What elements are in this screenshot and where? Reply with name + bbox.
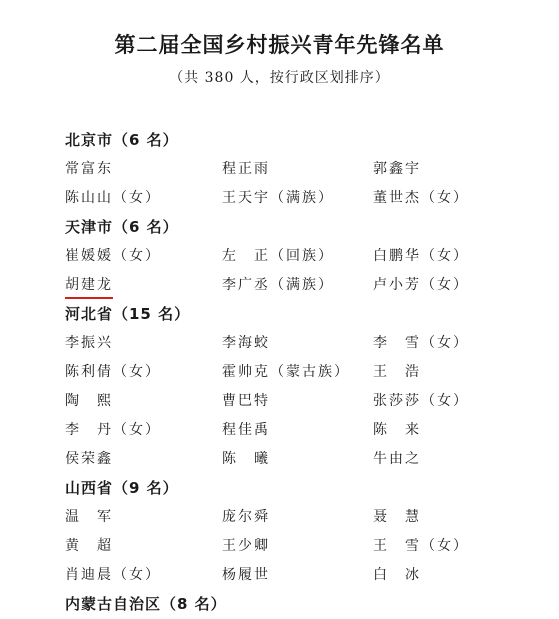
name-row: [0, 445, 559, 474]
region-heading-row: [0, 590, 559, 619]
name-entry: 程正雨: [222, 161, 270, 177]
name-entry: 左 正（回族）: [222, 248, 334, 264]
name-entry: 霍帅克（蒙古族）: [222, 364, 350, 380]
name-entry: 陈 来: [373, 422, 421, 438]
name-entry: 陈利倩（女）: [65, 364, 161, 380]
region-heading: 河北省（15 名）: [65, 305, 191, 323]
document-subtitle: （共 380 人，按行政区划排序）: [169, 70, 390, 86]
name-entry: 聂 慧: [373, 509, 421, 525]
region-heading-row: [0, 300, 559, 329]
region-heading: 内蒙古自治区（8 名）: [65, 595, 227, 613]
name-entry: 王天宇（满族）: [222, 190, 334, 206]
name-entry: 牛由之: [373, 451, 421, 467]
region-heading-row: [0, 213, 559, 242]
name-entry: 温 军: [65, 509, 113, 525]
name-entry: 李 雪（女）: [373, 335, 469, 351]
name-entry: 张莎莎（女）: [373, 393, 469, 409]
document-title: 第二届全国乡村振兴青年先锋名单: [114, 33, 445, 57]
name-entry: 曹巴特: [222, 393, 270, 409]
name-entry: 肖迪晨（女）: [65, 567, 161, 583]
name-entry: 王 雪（女）: [373, 538, 469, 554]
name-entry: 白 冰: [373, 567, 421, 583]
region-heading: 山西省（9 名）: [65, 479, 179, 497]
region-heading-row: [0, 474, 559, 503]
name-row: [0, 503, 559, 532]
name-entry: 常富东: [65, 161, 113, 177]
name-row: [0, 561, 559, 590]
name-entry: 白鹏华（女）: [373, 248, 469, 264]
name-row: [0, 242, 559, 271]
name-entry: 王少卿: [222, 538, 270, 554]
name-entry: 黄 超: [65, 538, 113, 554]
name-entry: 王 浩: [373, 364, 421, 380]
name-entry: 程佳禹: [222, 422, 270, 438]
underlined-name: 胡建龙: [65, 274, 113, 299]
name-entry: 卢小芳（女）: [373, 277, 469, 293]
name-entry: 陈山山（女）: [65, 190, 161, 206]
region-heading: 北京市（6 名）: [65, 131, 179, 149]
name-entry: 陈 曦: [222, 451, 270, 467]
name-row: [0, 416, 559, 445]
name-row: [0, 532, 559, 561]
name-entry: 李广丞（满族）: [222, 277, 334, 293]
name-entry: 杨履世: [222, 567, 270, 583]
name-row: [0, 155, 559, 184]
name-row: [0, 329, 559, 358]
name-entry: 侯荣鑫: [65, 451, 113, 467]
name-row: [0, 387, 559, 416]
name-entry: 李振兴: [65, 335, 113, 351]
name-entry: 李海蛟: [222, 335, 270, 351]
region-heading: 天津市（6 名）: [65, 218, 179, 236]
name-entry: 郭鑫宇: [373, 161, 421, 177]
name-entry: 庞尔舜: [222, 509, 270, 525]
name-entry: 崔媛媛（女）: [65, 248, 161, 264]
name-list: [0, 126, 559, 619]
region-heading-row: [0, 126, 559, 155]
name-row: [0, 271, 559, 300]
name-row: [0, 358, 559, 387]
name-row: [0, 184, 559, 213]
name-entry: 陶 熙: [65, 393, 113, 409]
name-entry: 董世杰（女）: [373, 190, 469, 206]
name-entry: 李 丹（女）: [65, 422, 161, 438]
